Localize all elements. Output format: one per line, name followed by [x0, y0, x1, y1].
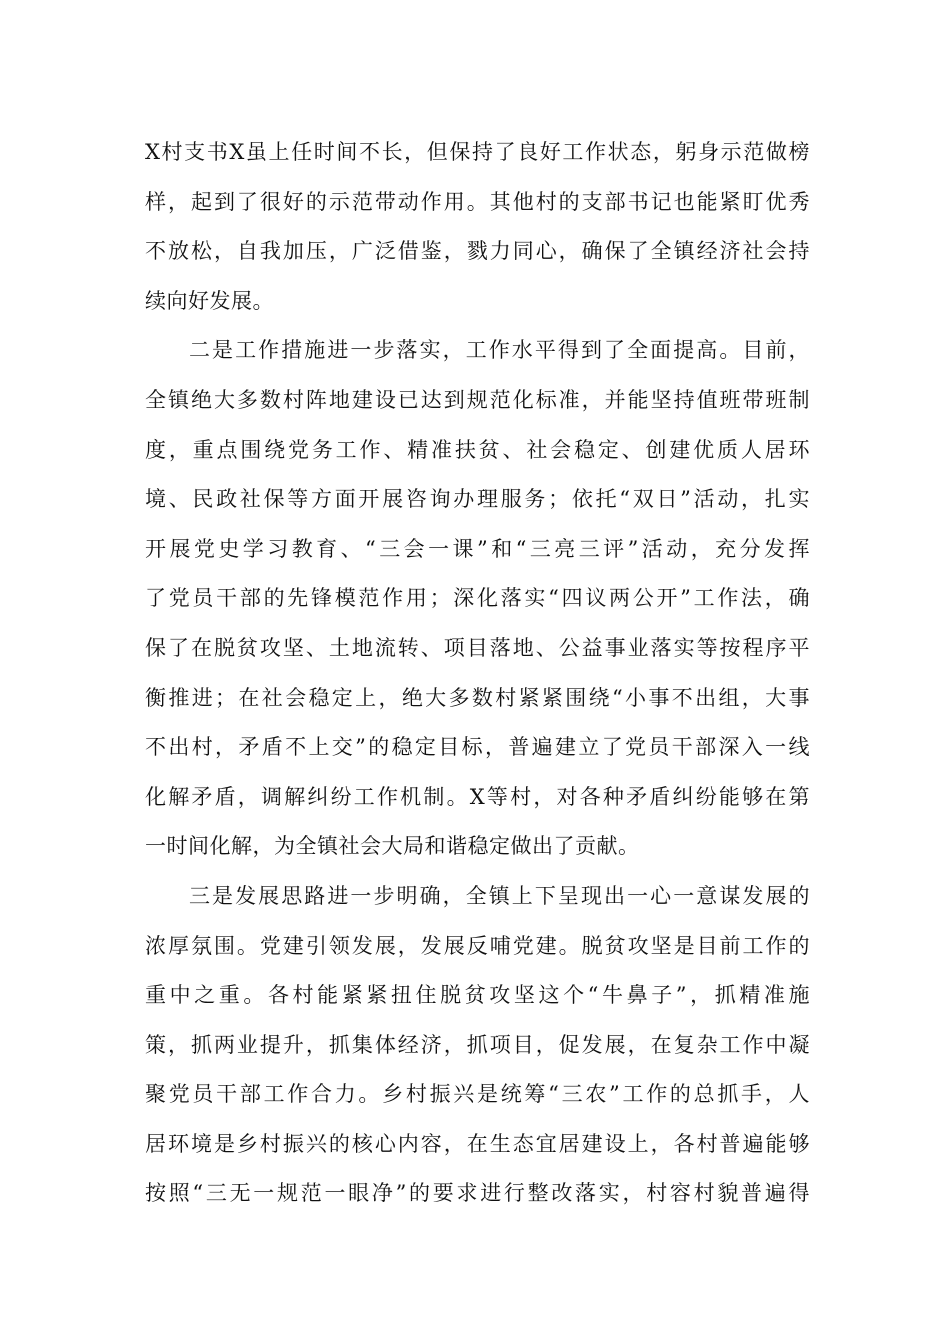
text-line: 按照“三无一规范一眼净”的要求进行整改落实，村容村貌普遍得 [145, 1181, 810, 1206]
text-line: 三是发展思路进一步明确，全镇上下呈现出一心一意谋发展的 [189, 883, 810, 908]
text-line: 二是工作措施进一步落实，工作水平得到了全面提高。目前， [189, 338, 810, 363]
text-line: 了党员干部的先锋模范作用；深化落实“四议两公开”工作法，确 [145, 586, 810, 611]
text-line: 续向好发展。 [145, 288, 274, 313]
text-line: 聚党员干部工作合力。乡村振兴是统筹“三农”工作的总抓手，人 [145, 1082, 810, 1107]
text-line: 不放松，自我加压，广泛借鉴，戮力同心，确保了全镇经济社会持 [145, 239, 810, 264]
text-line: 衡推进；在社会稳定上，绝大多数村紧紧围绕“小事不出组，大事 [145, 685, 810, 710]
text-line: 不出村，矛盾不上交”的稳定目标，普遍建立了党员干部深入一线 [145, 735, 810, 760]
text-line: 开展党史学习教育、“三会一课”和“三亮三评”活动，充分发挥 [145, 536, 810, 561]
text-line: 策，抓两业提升，抓集体经济，抓项目，促发展，在复杂工作中凝 [145, 1032, 810, 1057]
body-text [145, 128, 810, 1219]
text-line: 全镇绝大多数村阵地建设已达到规范化标准，并能坚持值班带班制 [145, 387, 810, 412]
text-line: 化解矛盾，调解纠纷工作机制。X等村，对各种矛盾纠纷能够在第 [145, 784, 810, 809]
text-line: 居环境是乡村振兴的核心内容，在生态宜居建设上，各村普遍能够 [145, 1131, 810, 1156]
text-line: 度，重点围绕党务工作、精准扶贫、社会稳定、创建优质人居环 [145, 437, 810, 462]
text-line: X村支书X虽上任时间不长，但保持了良好工作状态，躬身示范做榜 [145, 140, 810, 164]
text-line: 境、民政社保等方面开展咨询办理服务；依托“双日”活动，扎实 [145, 487, 810, 512]
text-line: 重中之重。各村能紧紧扭住脱贫攻坚这个“牛鼻子”，抓精准施 [145, 983, 810, 1008]
text-line: 一时间化解，为全镇社会大局和谐稳定做出了贡献。 [145, 834, 640, 859]
text-line: 浓厚氛围。党建引领发展，发展反哺党建。脱贫攻坚是目前工作的 [145, 933, 810, 958]
text-line: 保了在脱贫攻坚、土地流转、项目落地、公益事业落实等按程序平 [145, 635, 810, 660]
text-line: 样，起到了很好的示范带动作用。其他村的支部书记也能紧盯优秀 [145, 189, 810, 214]
